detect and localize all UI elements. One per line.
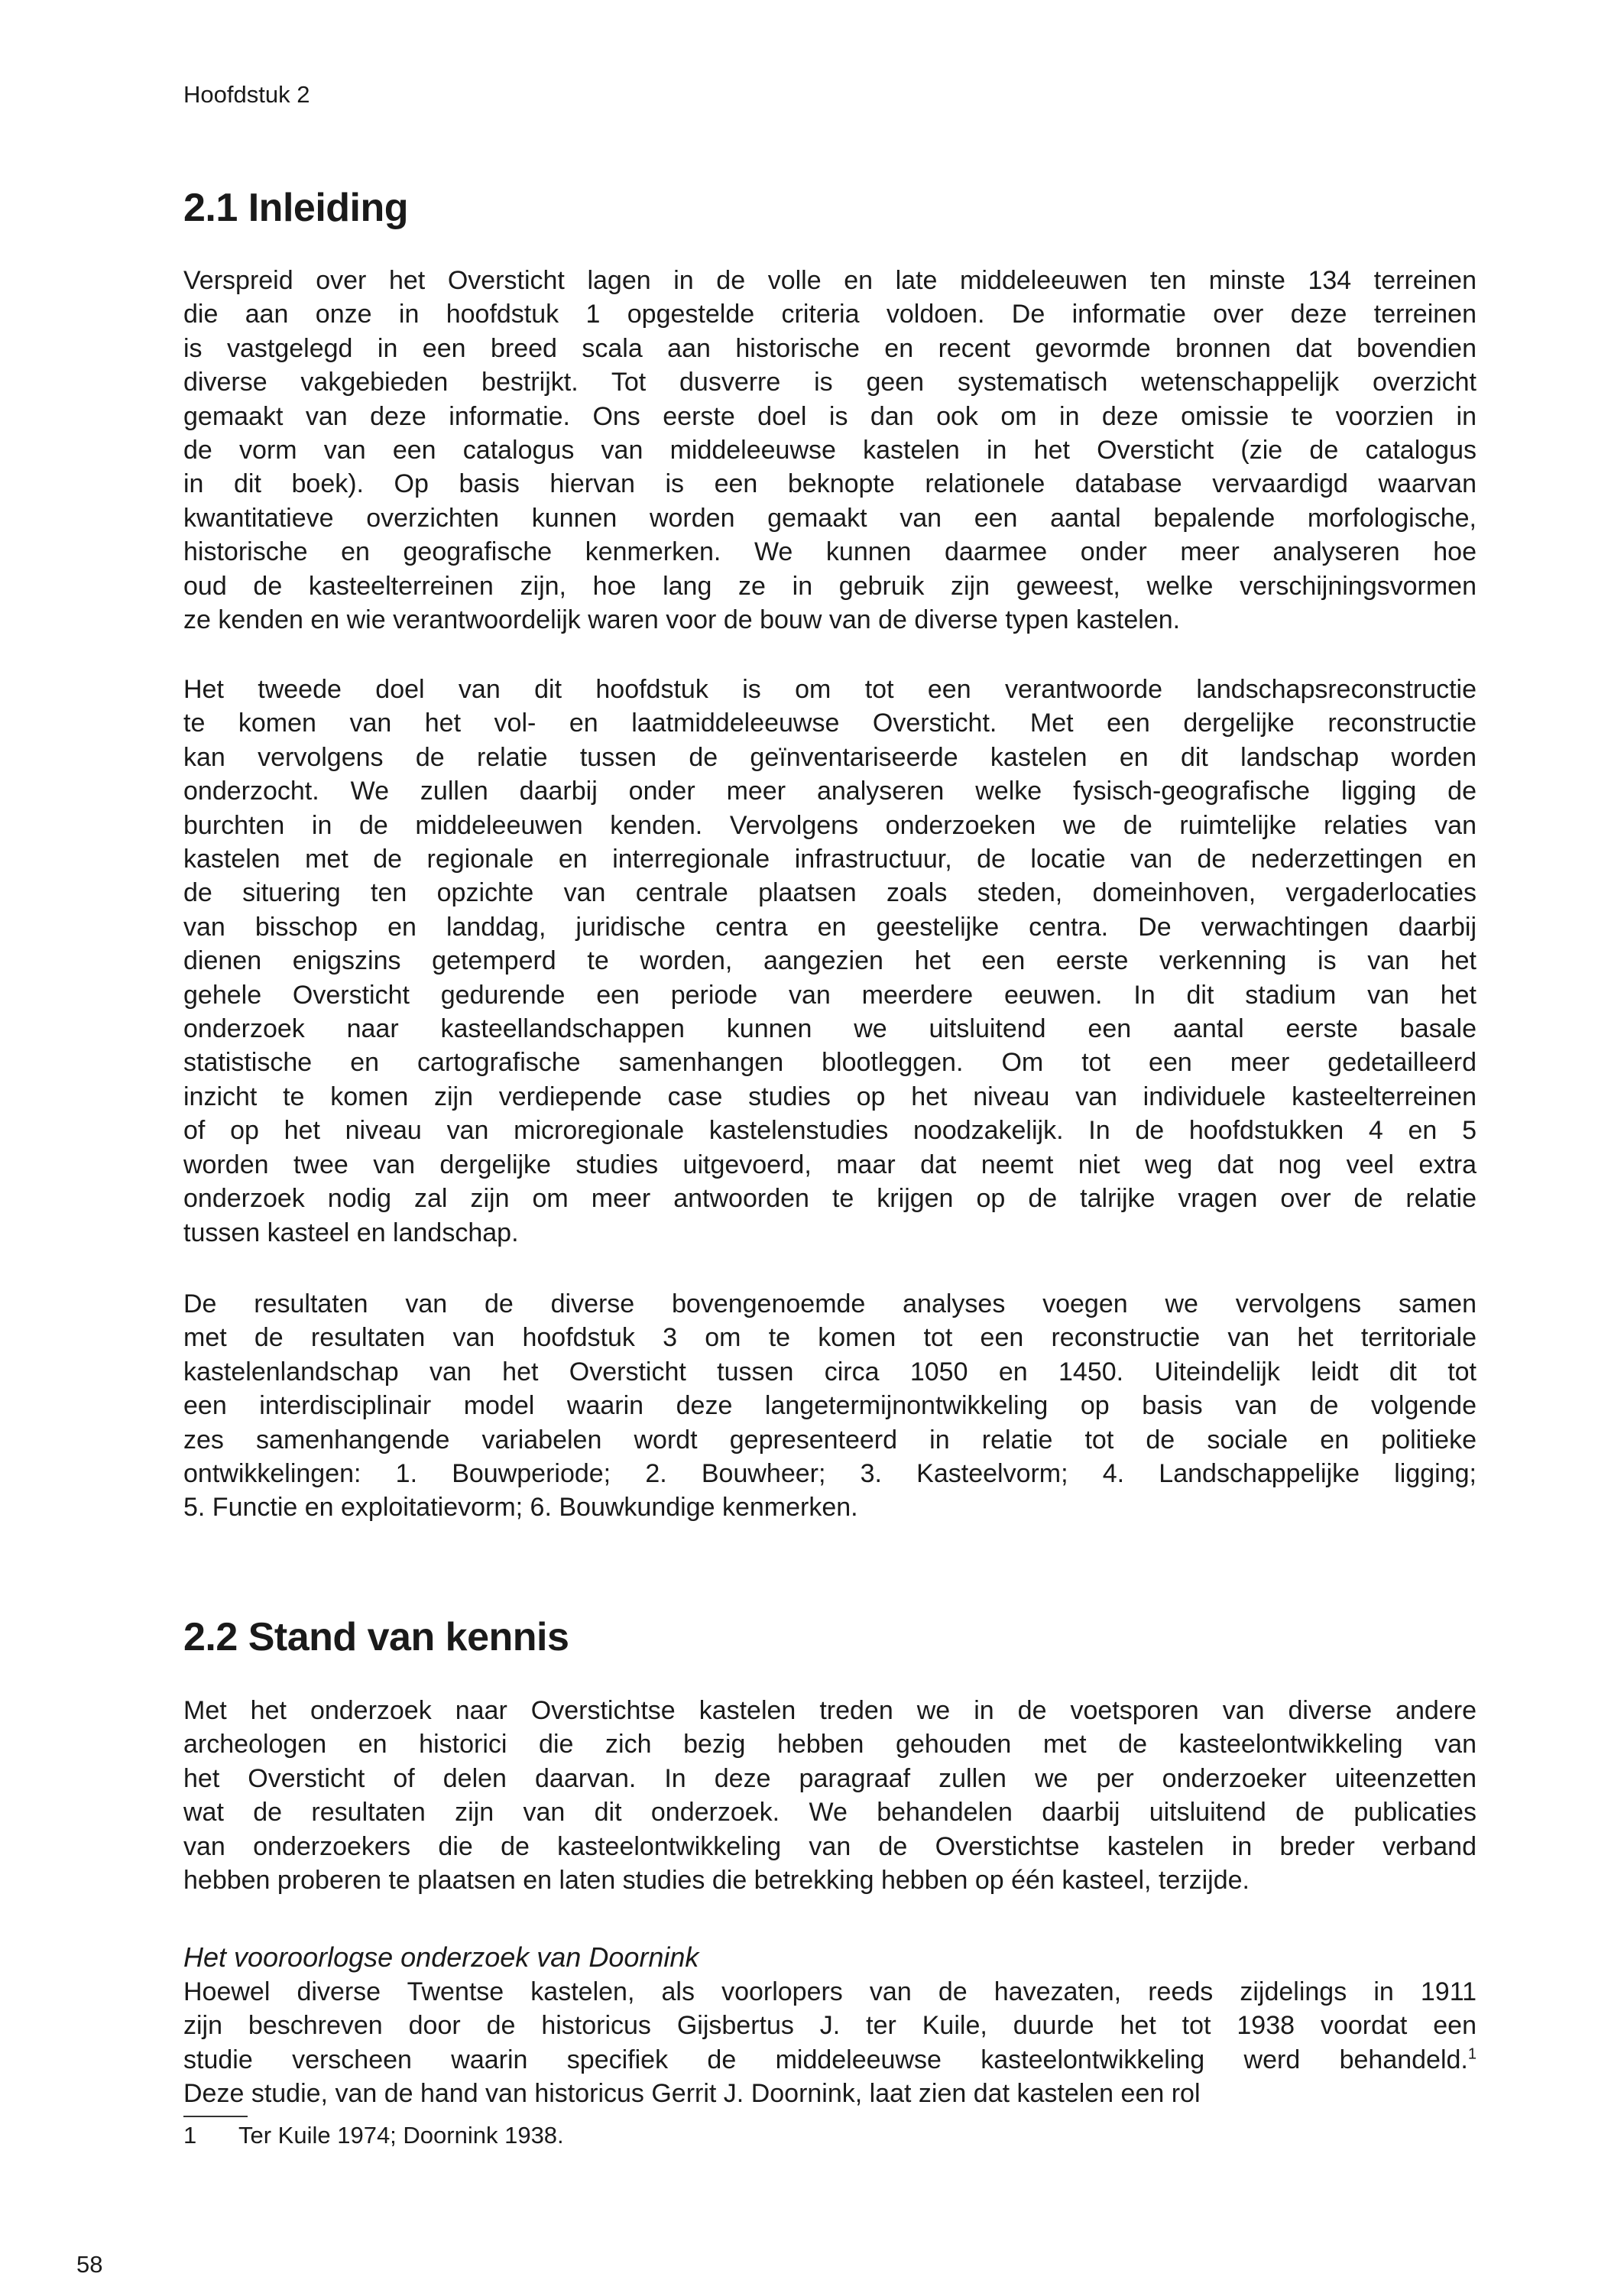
text-line-content: die aan onze in hoofdstuk 1 opgestelde criteria voldoen. De informatie over deze terreinen xyxy=(183,300,1477,329)
text-line-content: kwantitatieve overzichten kunnen worden gemaakt van een aantal bepalende morfologische, xyxy=(183,503,1477,533)
paragraph xyxy=(183,1694,1477,1897)
text-line-content: is vastgelegd in een breed scala aan historische en recent gevormde bronnen dat bovendien xyxy=(183,333,1477,363)
text-line xyxy=(183,264,1477,297)
text-line xyxy=(183,1114,1477,1147)
footnote-divider xyxy=(183,2116,248,2117)
text-line xyxy=(183,1321,1477,1354)
text-line-content: het Oversticht of delen daarvan. In deze paragraaf zullen we per onderzoeker uiteenzetten xyxy=(183,1763,1477,1793)
text-line xyxy=(183,809,1477,842)
text-line xyxy=(183,944,1477,978)
footnote-number: 1 xyxy=(183,2122,197,2149)
text-line xyxy=(183,1287,1477,1321)
section-heading-stand-van-kennis: 2.2 Stand van kennis xyxy=(183,1615,569,1659)
text-line xyxy=(183,1762,1477,1795)
text-line xyxy=(183,741,1477,774)
text-line xyxy=(183,673,1477,706)
text-line xyxy=(183,1216,1477,1250)
text-line-content: met de resultaten van hoofdstuk 3 om te komen tot een reconstructie van het territoriale xyxy=(183,1323,1477,1353)
section-heading-inleiding: 2.1 Inleiding xyxy=(183,186,408,230)
text-line-content: Deze studie, van de hand van historicus Gerrit J. Doornink, laat zien dat kastelen een rol xyxy=(183,2079,1201,2109)
text-line xyxy=(183,297,1477,331)
text-line xyxy=(183,910,1477,944)
text-line-content: Hoewel diverse Twentse kastelen, als voorlopers van de havezaten, reeds zijdelings in 1911 xyxy=(183,1977,1477,2006)
text-line-content: gemaakt van deze informatie. Ons eerste doel is dan ook om in deze omissie te voorzien in xyxy=(183,401,1477,431)
text-line-content: onderzoek naar kasteellandschappen kunnen we uitsluitend een aantal eerste basale xyxy=(183,1014,1477,1044)
paragraph xyxy=(183,1287,1477,1525)
text-line xyxy=(183,433,1477,467)
text-line xyxy=(183,535,1477,569)
subheading: Het vooroorlogse onderzoek van Doornink xyxy=(183,1941,699,1973)
paragraph xyxy=(183,264,1477,637)
text-line xyxy=(183,1423,1477,1457)
text-line xyxy=(183,706,1477,740)
text-line xyxy=(183,1389,1477,1422)
text-line xyxy=(183,365,1477,399)
text-line-content: een interdisciplinair model waarin deze langetermijnontwikkeling op basis van de volgende xyxy=(183,1391,1477,1421)
text-line xyxy=(183,1795,1477,1829)
text-line-content: oud de kasteelterreinen zijn, hoe lang ze in gebruik zijn geweest, welke verschijningsvormen xyxy=(183,571,1477,601)
text-line-content: De resultaten van de diverse bovengenoemde analyses voegen we vervolgens samen xyxy=(183,1289,1477,1318)
text-line-content: kastelen met de regionale en interregionale infrastructuur, de locatie van de nederzettingen en xyxy=(183,845,1477,874)
text-line xyxy=(183,1182,1477,1215)
text-line-content: onderzocht. We zullen daarbij onder meer analyseren welke fysisch-geografische ligging de xyxy=(183,777,1477,806)
footnote-text: Ter Kuile 1974; Doornink 1938. xyxy=(238,2122,564,2149)
text-line xyxy=(183,569,1477,603)
text-line-content: gehele Oversticht gedurende een periode van meerdere eeuwen. In dit stadium van het xyxy=(183,980,1477,1010)
text-line-content: kan vervolgens de relatie tussen de geïnventariseerde kastelen en dit landschap worden xyxy=(183,742,1477,772)
text-line xyxy=(183,1046,1477,1079)
text-line-content: inzicht te komen zijn verdiepende case studies op het niveau van individuele kasteelterreinen xyxy=(183,1082,1477,1111)
text-line xyxy=(183,1830,1477,1863)
text-line xyxy=(183,1863,1477,1897)
text-line-content: historische en geografische kenmerken. We kunnen daarmee onder meer analyseren hoe xyxy=(183,537,1477,567)
text-line-content: de vorm van een catalogus van middeleeuwse kastelen in het Oversticht (zie de catalogus xyxy=(183,436,1477,465)
text-line xyxy=(183,501,1477,535)
text-line-content: diverse vakgebieden bestrijkt. Tot dusverre is geen systematisch wetenschappelijk overzicht xyxy=(183,368,1477,397)
text-line-content: in dit boek). Op basis hiervan is een beknopte relationele database vervaardigd waarvan xyxy=(183,469,1477,499)
text-line-content: dienen enigszins getemperd te worden, aangezien het een eerste verkenning is van het xyxy=(183,946,1477,976)
text-line xyxy=(183,2009,1477,2042)
text-line-content: burchten in de middeleeuwen kenden. Vervolgens onderzoeken we de ruimtelijke relaties van xyxy=(183,810,1477,840)
text-line-content: ontwikkelingen: 1. Bouwperiode; 2. Bouwheer; 3. Kasteelvorm; 4. Landschappelijke ligging; xyxy=(183,1459,1477,1489)
text-line xyxy=(183,1148,1477,1182)
text-line-content: hebben proberen te plaatsen en laten studies die betrekking hebben op één kasteel, terzijde. xyxy=(183,1866,1250,1896)
text-line-content: 5. Functie en exploitatievorm; 6. Bouwkundige kenmerken. xyxy=(183,1493,858,1523)
text-line-content: onderzoek nodig zal zijn om meer antwoorden te krijgen op de talrijke vragen over de relatie xyxy=(183,1184,1477,1214)
text-line-content: Verspreid over het Oversticht lagen in de volle en late middeleeuwen ten minste 134 terreinen xyxy=(183,266,1477,295)
text-line xyxy=(183,1694,1477,1727)
text-line-content: archeologen en historici die zich bezig hebben gehouden met de kasteelontwikkeling van xyxy=(183,1730,1477,1759)
text-line xyxy=(183,1490,1477,1524)
text-line xyxy=(183,1355,1477,1389)
text-line-content: van onderzoekers die de kasteelontwikkeling van de Overstichtse kastelen in breder verband xyxy=(183,1831,1477,1861)
text-line-content: Met het onderzoek naar Overstichtse kastelen treden we in de voetsporen van diverse andere xyxy=(183,1696,1477,1725)
text-line-content: statistische en cartografische samenhangen blootleggen. Om tot een meer gedetailleerd xyxy=(183,1048,1477,1078)
text-line xyxy=(183,842,1477,876)
text-line xyxy=(183,400,1477,433)
text-line-content: worden twee van dergelijke studies uitgevoerd, maar dat neemt niet weg dat nog veel extra xyxy=(183,1150,1477,1179)
text-line xyxy=(183,2043,1477,2077)
text-line-content: zes samenhangende variabelen wordt gepresenteerd in relatie tot de sociale en politieke xyxy=(183,1425,1477,1455)
text-line-content: studie verscheen waarin specifiek de middeleeuwse kasteelontwikkeling werd behandeld. xyxy=(183,2045,1468,2074)
text-line xyxy=(183,2077,1477,2110)
text-line xyxy=(183,1727,1477,1761)
text-line xyxy=(183,1080,1477,1114)
text-line-content: de situering ten opzichte van centrale plaatsen zoals steden, domeinhoven, vergaderlocaties xyxy=(183,878,1477,908)
text-line xyxy=(183,467,1477,501)
text-line xyxy=(183,332,1477,365)
text-line-content: zijn beschreven door de historicus Gijsbertus J. ter Kuile, duurde het tot 1938 voordat een xyxy=(183,2011,1477,2041)
text-line-content: Het tweede doel van dit hoofdstuk is om tot een verantwoorde landschapsreconstructie xyxy=(183,675,1477,704)
text-line-content: kastelenlandschap van het Oversticht tussen circa 1050 en 1450. Uiteindelijk leidt dit tot xyxy=(183,1357,1477,1387)
text-line xyxy=(183,1975,1477,2009)
text-line-content: of op het niveau van microregionale kastelenstudies noodzakelijk. In de hoofdstukken 4 en 5 xyxy=(183,1116,1477,1146)
text-line xyxy=(183,978,1477,1012)
text-line xyxy=(183,774,1477,808)
text-line xyxy=(183,876,1477,910)
footnote-reference[interactable]: 1 xyxy=(1467,2045,1477,2063)
text-line-content: wat de resultaten zijn van dit onderzoek. We behandelen daarbij uitsluitend de publicaties xyxy=(183,1798,1477,1828)
text-line-content: tussen kasteel en landschap. xyxy=(183,1218,519,1247)
text-line-content: van bisschop en landdag, juridische centra en geestelijke centra. De verwachtingen daarbij xyxy=(183,912,1477,942)
footnote xyxy=(183,2122,564,2149)
text-line xyxy=(183,1457,1477,1490)
text-line-content: ze kenden en wie verantwoordelijk waren voor de bouw van de diverse typen kastelen. xyxy=(183,605,1181,635)
text-line xyxy=(183,603,1477,637)
text-line-content: te komen van het vol- en laatmiddeleeuwse Oversticht. Met een dergelijke reconstructie xyxy=(183,709,1477,738)
paragraph xyxy=(183,1975,1477,2111)
page-number: 58 xyxy=(76,2251,103,2278)
text-line xyxy=(183,1012,1477,1046)
paragraph xyxy=(183,673,1477,1250)
running-header: Hoofdstuk 2 xyxy=(183,81,310,108)
